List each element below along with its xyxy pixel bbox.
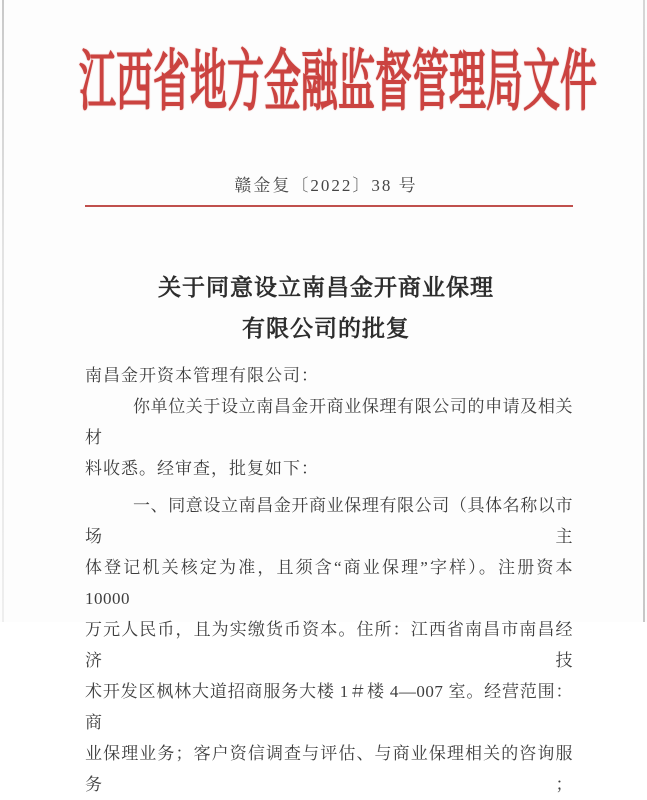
paragraph-2-line-5: 业保理业务；客户资信调查与评估、与商业保理相关的咨询服务； — [85, 744, 573, 794]
scan-edge-left — [2, 0, 4, 622]
paragraph-1-line-1: 你单位关于设立南昌金开商业保理有限公司的申请及相关材 — [85, 397, 573, 447]
document-body — [85, 360, 573, 800]
scan-edge-right — [643, 0, 645, 622]
paragraph-2-line-2: 体登记机关核定为准，且须含“商业保理”字样）。注册资本 10000 — [85, 558, 573, 608]
document-reference-number: 赣金复〔2022〕38 号 — [234, 176, 418, 195]
agency-letterhead: 江西省地方金融监督管理局文件 — [79, 46, 597, 121]
document-title — [79, 267, 573, 349]
paragraph-1-line-2: 料收悉。经审查，批复如下： — [85, 459, 319, 478]
paragraph-2 — [85, 490, 573, 800]
salutation-line: 南昌金开资本管理有限公司： — [85, 366, 319, 385]
document-title-line-2: 有限公司的批复 — [242, 316, 410, 341]
paragraph-2-line-1: 一、同意设立南昌金开商业保理有限公司（具体名称以市场主 — [85, 496, 573, 546]
document-title-line-1: 关于同意设立南昌金开商业保理 — [158, 275, 494, 300]
paragraph-2-line-3: 万元人民币，且为实缴货币资本。住所：江西省南昌市南昌经济技 — [85, 620, 573, 670]
paragraph-2-line-4: 术开发区枫林大道招商服务大楼 1＃楼 4—007 室。经营范围：商 — [85, 682, 573, 732]
paragraph-1 — [85, 391, 573, 484]
red-divider-rule — [85, 205, 573, 207]
